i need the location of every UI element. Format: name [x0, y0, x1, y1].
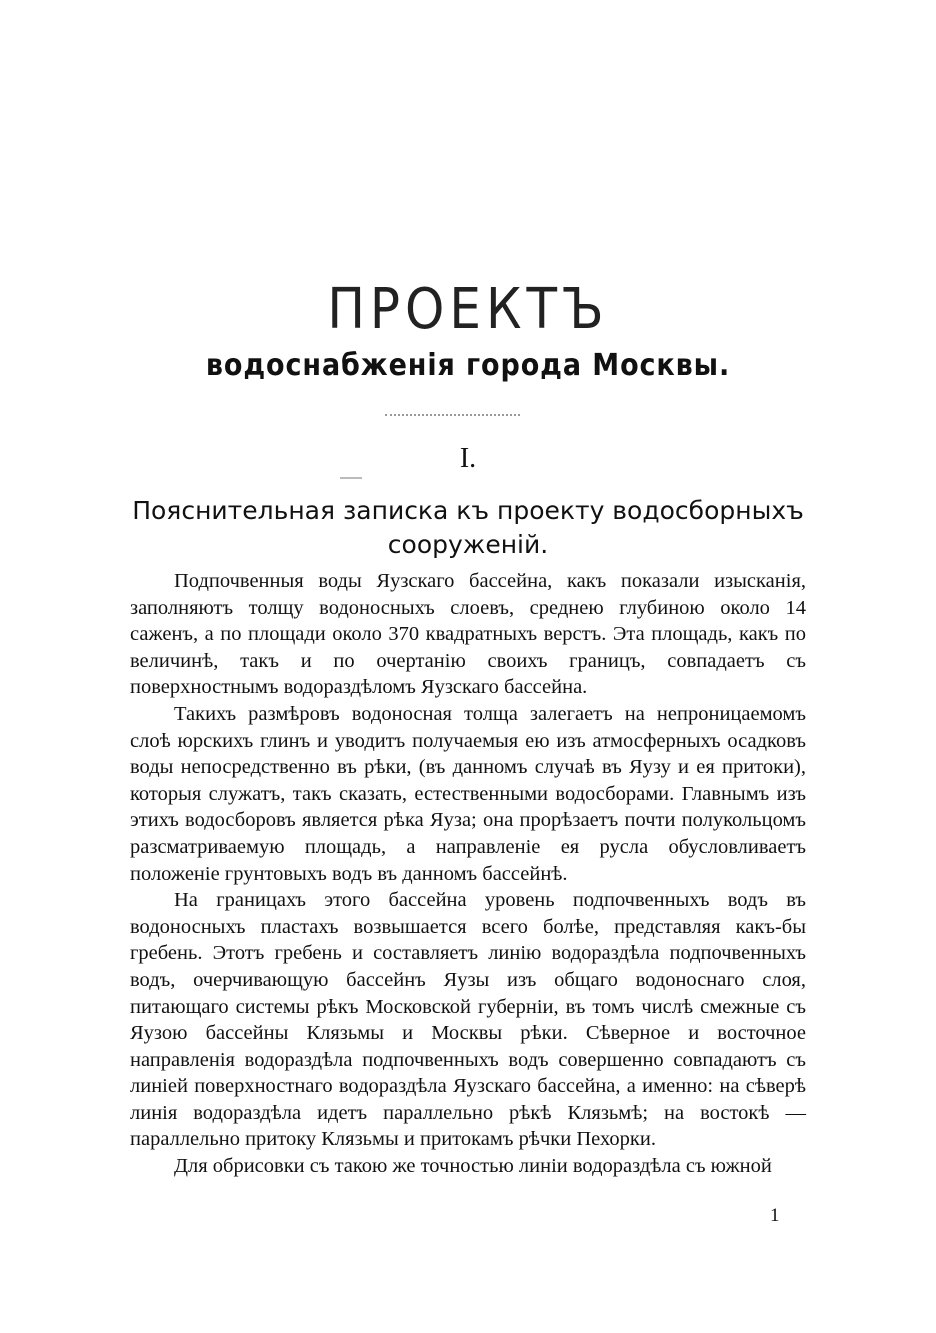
document-title: ПРОЕКТЪ: [327, 276, 609, 342]
decorative-mark: [340, 477, 362, 481]
body-text: [130, 568, 806, 1180]
page-number: 1: [770, 1205, 780, 1226]
paragraph-4: Для обрисовки съ такою же точностью линіи водораздѣла съ южной: [174, 1155, 772, 1178]
paragraph-1: Подпочвенныя воды Яузскаго бассейна, какъ показали изысканія, заполняютъ толщу водоносныхъ слоевъ, среднею глубиною около 14 саженъ, а по площади около 370 квадратныхъ верстъ. Эта площадь, какъ по величинѣ, такъ и по очертанію своихъ границъ, совпадаетъ съ поверхностнымъ водораздѣломъ Яузскаго бассейна.: [130, 570, 806, 699]
section-heading-line-2: сооруженій.: [387, 530, 549, 559]
document-subtitle: водоснабженія города Москвы.: [205, 348, 731, 383]
ornament-divider: [385, 414, 520, 418]
section-heading-line-1: Пояснительная записка къ проекту водосборныхъ: [132, 496, 804, 525]
paragraph-3: На границахъ этого бассейна уровень подпочвенныхъ водъ въ водоносныхъ пластахъ возвышается всего болѣе, представляя какъ-бы гребень. Этотъ гребень и составляетъ линію водораздѣла подпочвенныхъ водъ, очерчивающую бассейнъ Яузы изъ общаго водоноснаго слоя, питающаго системы рѣкъ Московской губерніи, въ томъ числѣ смежные съ Яузою бассейны Клязьмы и Москвы рѣки. Сѣверное и восточное направленія водораздѣла подпочвенныхъ водъ совершенно совпадаютъ съ линіей поверхностнаго водораздѣла Яузскаго бассейна, а именно: на сѣверѣ линія водораздѣла идетъ параллельно рѣкѣ Клязьмѣ; на востокѣ — параллельно притоку Клязьмы и притокамъ рѣчки Пехорки.: [130, 889, 806, 1151]
section-number: I.: [459, 443, 477, 474]
paragraph-2: Такихъ размѣровъ водоносная толща залегаетъ на непроницаемомъ слоѣ юрскихъ глинъ и уводитъ получаемыя ею изъ атмосферныхъ осадковъ воды непосредственно въ рѣки, (въ данномъ случаѣ въ Яузу и ея притоки), которыя служатъ, такъ сказать, естественными водосборами. Главнымъ изъ этихъ водосборовъ является рѣка Яуза; она прорѣзаетъ почти полукольцомъ разсматриваемую площадь, а направленіе ея русла обусловливаетъ положеніе грунтовыхъ водъ въ данномъ бассейнѣ.: [130, 702, 806, 885]
section-heading: [0, 494, 936, 562]
